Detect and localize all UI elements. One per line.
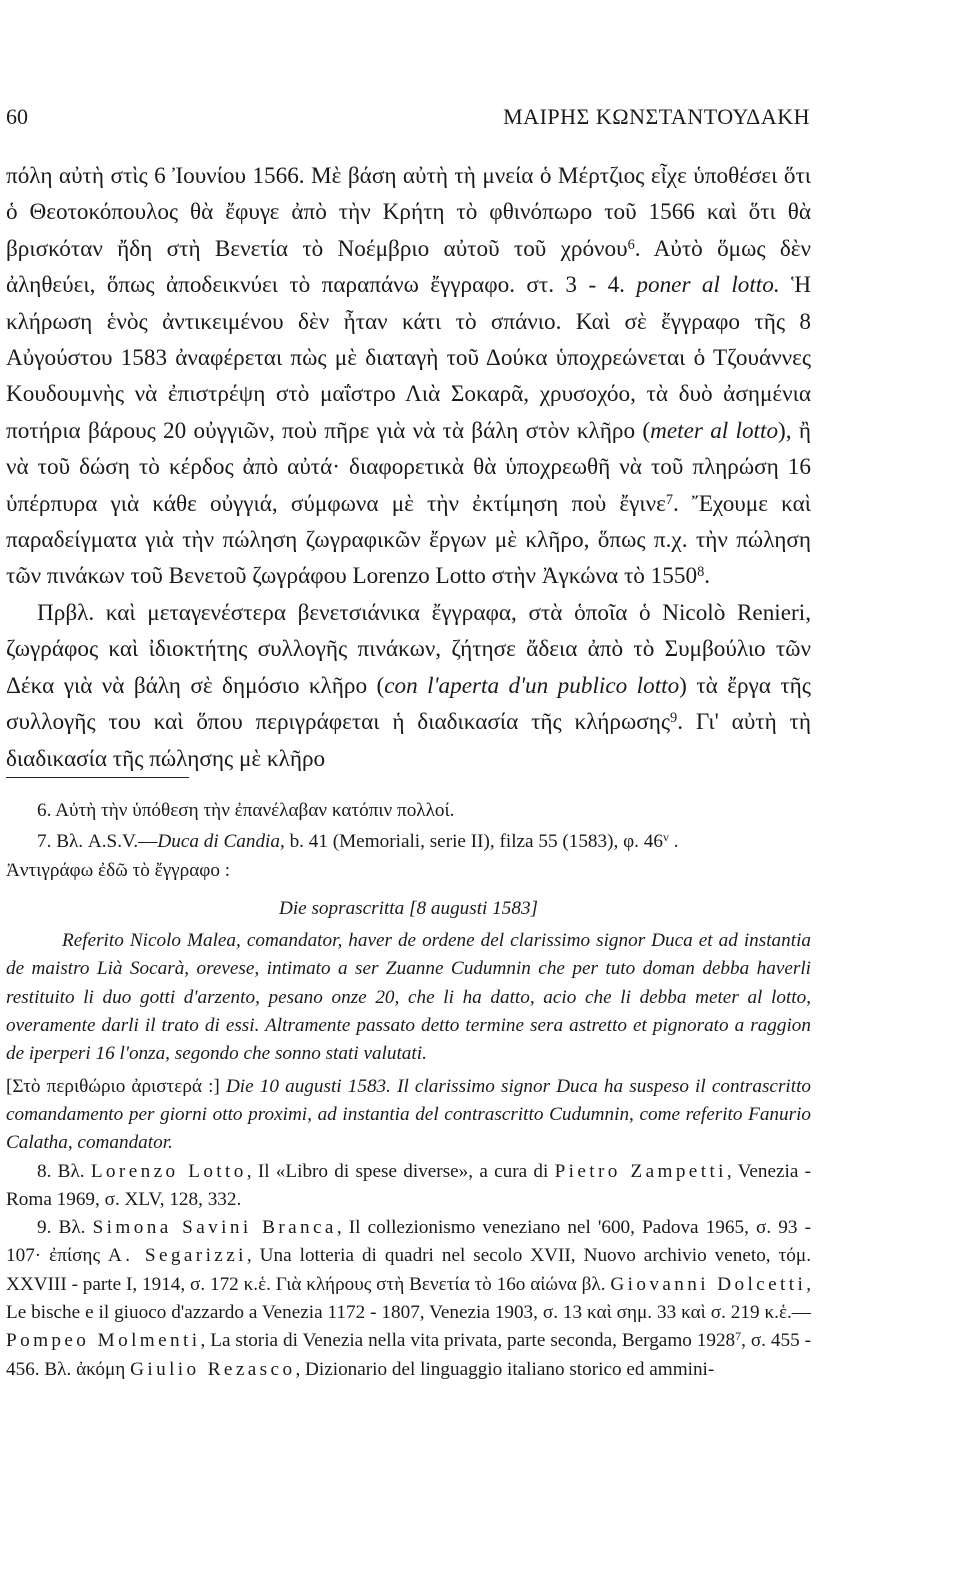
footnote-ref-8: 8 [697,564,705,581]
folio-superscript: v [662,830,669,845]
text-run: [Στὸ περιθώριο ἀριστερά :] [6,1075,226,1097]
page-number: 60 [6,104,28,129]
text-run: 7. Βλ. A.S.V.— [37,831,158,853]
text-run: πόλη αὐτὴ στὶς 6 Ἰουνίου 1566. Μὲ βάση αὐτὴ τὴ μνεία ὁ Μέρτζιος εἶχε ὑποθέσει ὅτι ὁ Θεοτοκόπουλος θὰ ἔφυγε ἀπὸ τὴν Κρήτη τὸ φθινόπωρο τοῦ 1566 καὶ ὅτι θὰ βρισκόταν ἤδη στὴ Βενετία τὸ Νοέμβριο αὐτοῦ τοῦ χρόνου [6,163,811,262]
footnote-ref-6: 6 [627,236,635,253]
text-run: 9. Βλ. [37,1217,93,1239]
spaced-author: Simona Savini Branca [92,1217,337,1239]
text-run: . Αὐτὸ ὅμως δὲν ἀληθεύει, ὅπως ἀποδεικνύει τὸ παραπάνω ἔγγραφο. στ. 3 - 4. [6,235,811,299]
footnote-9 [6,1214,811,1384]
text-run: , Venezia - Roma 1969, σ. XLV, 128, 332. [6,1160,811,1210]
paragraph-1 [6,158,811,595]
text-run: , Dizionario del linguaggio italiano storico ed ammini- [295,1358,715,1380]
text-run: , σ. 455 - 456. Βλ. ἀκόμη [6,1330,812,1380]
text-run: , La storia di Venezia nella vita privata, parte seconda, Bergamo 1928 [200,1330,736,1352]
italic-phrase: Die 10 augusti 1583. Il clarissimo signor Duca ha suspeso il contrascritto comandamento per giorni otto proximi, ad instantia del contrascritto Cudumnin, come referito Fanurio Calatha, comandator. [6,1075,811,1154]
text-run: 8. Βλ. [37,1160,91,1182]
text-run: ) τὰ ἔργα τῆς συλλογῆς του καὶ ὅπου περιγράφεται ἡ διαδικασία τῆς κλήρωσης [6,672,811,736]
text-run: , Una lotteria di quadri nel secolo XVII, Nuovo archivio veneto, τόμ. XXVIII - parte I, 1914, σ. 172 κ.ἑ. Γιὰ κλήρους στὴ Βενετία τὸ 16ο αἰώνα βλ. [6,1245,811,1295]
running-title: ΜΑΙΡΗΣ ΚΩΝΣΤΑΝΤΟΥΔΑΚΗ [503,104,810,129]
spaced-author: Giovanni Dolcetti [610,1273,807,1295]
text-run: . [668,831,679,853]
edition-superscript: 7 [735,1329,742,1344]
spaced-author: Lorenzo Lotto [90,1160,247,1182]
italic-phrase: con l'aperta d'un publico lotto [384,672,680,699]
italic-phrase: meter al lotto [650,417,779,444]
page-header [6,100,810,134]
text-run: ), ἢ νὰ τοῦ δώση τὸ κέρδος ἀπὸ αὐτά· διαφορετικὰ θὰ ὑποχρεωθῆ νὰ τοῦ πληρώση 16 ὑπέρπυρα γιὰ κάθε οὐγγιά, σύμφωνα μὲ τὴν ἐκτίμηση ποὺ ἔγινε [6,417,811,517]
italic-phrase: poner al lotto. [636,272,780,299]
text-run: . Ἔχουμε καὶ παραδείγματα γιὰ τὴν πώληση ζωγραφικῶν ἔργων μὲ κλῆρο, ὅπως π.χ. τὴν πώληση τῶν πινάκων τοῦ Βενετοῦ ζωγράφου Lorenzo Lotto στὴν Ἀγκώνα τὸ 1550 [6,490,811,590]
footnote-8 [6,1158,811,1215]
document-quote: Referito Nicolo Malea, comandator, haver de ordene del clarissimo signor Duca et ad instantia de maistro Lià Socarà, orevese, intimato a ser Zuanne Cudumnin che per tuto doman debba haverli restituito li duo gotti d'arzento, pesano onze 20, che li ha datto, acio che li debba meter al lotto, overamente darli il trato di essi. Altramente passato detto termine sera astretto et pignorato a raggion de iperperi 16 l'onza, segondo che sonno stati valutati. [6,930,811,1065]
text-run: , Il collezionismo veneziano nel '600, Padova 1965, σ. 93 - 107· ἐπίσης [6,1217,812,1267]
paragraph-2 [6,595,811,777]
text-run: Ἡ κλήρωση ἑνὸς ἀντικειμένου δὲν ἦταν κάτι τὸ σπάνιο. Καὶ σὲ ἔγγραφο τῆς 8 Αὐγούστου 1583 ἀναφέρεται πὼς μὲ διαταγὴ τοῦ Δούκα ὑποχρεώνεται ὁ Τζουάννες Κουδουμνὴς νὰ ἐπιστρέψη στὸ μαΐστρο Λιὰ Σοκαρᾶ, χρυσοχόο, τὰ δυὸ ἀσημένια ποτήρια βάρους 20 οὐγγιῶν, ποὺ πῆρε γιὰ νὰ τὰ βάλη στὸν κλῆρο ( [6,272,811,444]
footnote-ref-7: 7 [665,491,674,508]
text-run: , b. 41 (Memoriali, serie II), filza 55 (1583), φ. 46 [279,831,663,853]
footnote-7-continuation: Ἀντιγράφω ἐδῶ τὸ ἔγγραφο : [6,859,231,881]
document-heading: Die soprascritta [8 augusti 1583] [278,897,539,919]
footnotes [6,797,811,1384]
text-run: . [704,563,711,590]
text-run: Πρβλ. καὶ μεταγενέστερα βενετσιάνικα ἔγγραφα, στὰ ὁποῖα ὁ Nicolò Renieri, ζωγράφος καὶ ἰδιοκτήτης συλλογῆς πινάκων, ζήτησε ἄδεια ἀπὸ τὸ Συμβούλιο τῶν Δέκα γιὰ νὰ βάλη σὲ δημόσιο κλῆρο ( [6,599,811,699]
italic-phrase: Duca di Candia [157,831,280,853]
footnote-divider [6,777,189,778]
text-run: . Γι' αὐτὴ τὴ διαδικασία τῆς πώλησης μὲ κλῆρο [6,709,811,772]
main-text [6,158,811,777]
text-run: , Le bische e il giuoco d'azzardo a Venezia 1172 - 1807, Venezia 1903, σ. 13 καὶ σημ. 33 καὶ σ. 219 κ.ἑ.— [6,1273,811,1324]
margin-note [6,1073,811,1158]
footnote-7 [6,828,811,856]
spaced-author: Pompeo Molmenti [6,1330,201,1352]
spaced-author: A. Segarizzi [108,1245,247,1267]
footnote-6: 6. Αὐτὴ τὴν ὑπόθεση τὴν ἐπανέλαβαν κατόπιν πολλοί. [37,800,455,821]
text-run: , Il «Libro di spese diverse», a cura di [246,1160,555,1182]
footnote-ref-9: 9 [670,709,678,726]
spaced-author: Giulio Rezasco [130,1358,296,1380]
spaced-author: Pietro Zampetti [554,1160,727,1182]
